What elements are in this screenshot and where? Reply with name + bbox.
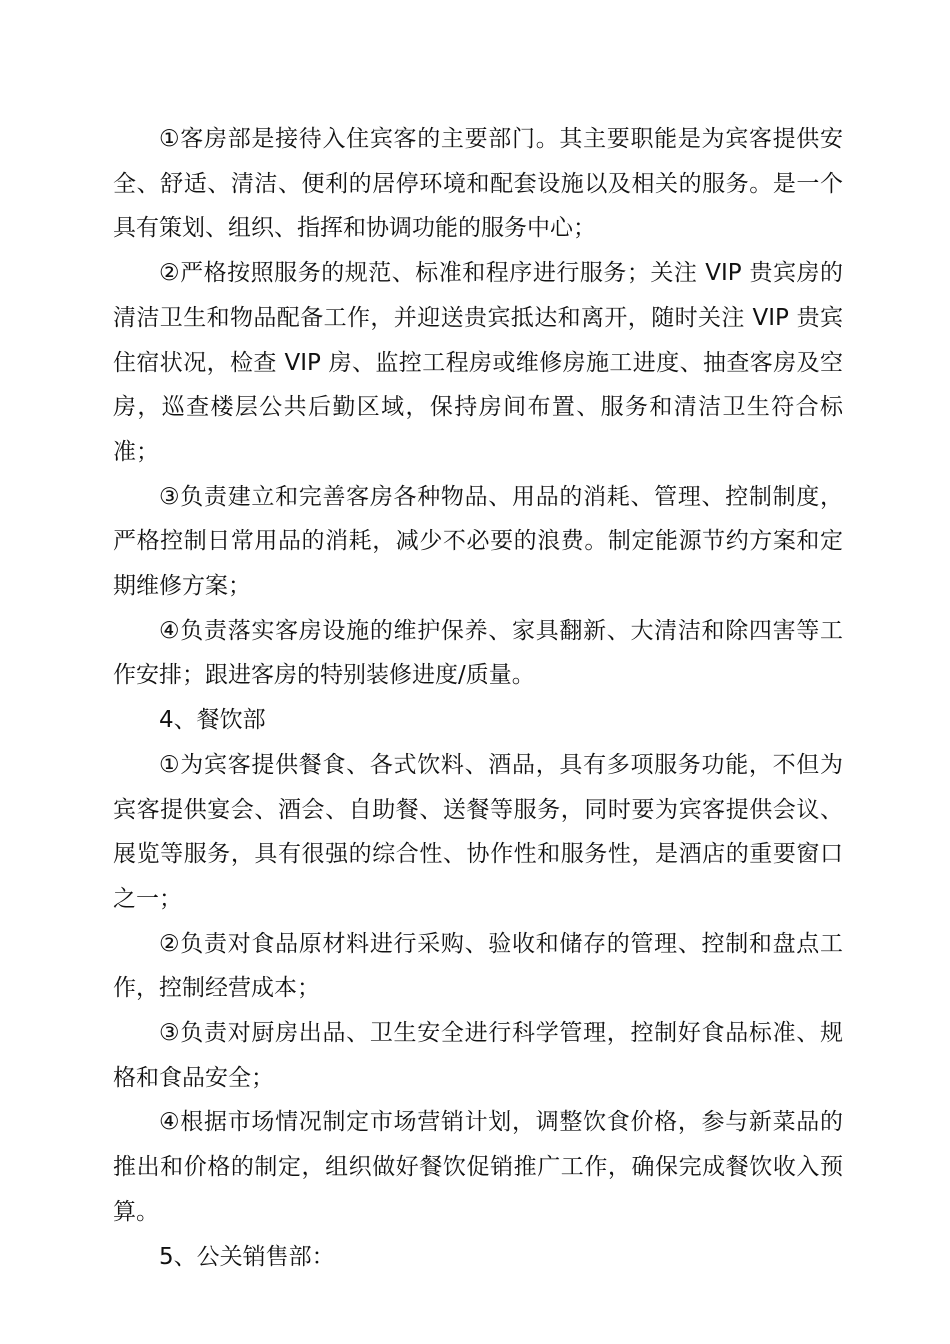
section-heading-food-beverage: 4、餐饮部 [159,707,266,734]
paragraph-housekeeping-supplies-control: ③负责建立和完善客房各种物品、用品的消耗、管理、控制制度，严格控制日常用品的消耗，减少不必要的浪费。制定能源节约方案和定期维修方案； [113,483,843,600]
paragraph-housekeeping-role: ①客房部是接待入住宾客的主要部门。其主要职能是为宾客提供安全、舒适、清洁、便利的居停环境和配套设施以及相关的服务。是一个具有策划、组织、指挥和协调功能的服务中心； [113,126,843,242]
paragraph-fb-procurement: ②负责对食品原材料进行采购、验收和储存的管理、控制和盘点工作，控制经营成本； [113,930,843,1002]
paragraph-housekeeping-maintenance: ④负责落实客房设施的维护保养、家具翻新、大清洁和除四害等工作安排；跟进客房的特别装修进度/质量。 [113,617,843,689]
paragraph-fb-marketing: ④根据市场情况制定市场营销计划，调整饮食价格，参与新菜品的推出和价格的制定，组织做好餐饮促销推广工作，确保完成餐饮收入预算。 [113,1109,843,1225]
paragraph-fb-role: ①为宾客提供餐食、各式饮料、酒品，具有多项服务功能，不但为宾客提供宴会、酒会、自助餐、送餐等服务，同时要为宾客提供会议、展览等服务，具有很强的综合性、协作性和服务性，是酒店的重要窗口之一； [113,751,843,912]
document-body [113,117,843,1279]
paragraph-housekeeping-service-standards: ②严格按照服务的规范、标准和程序进行服务；关注 VIP 贵宾房的清洁卫生和物品配备工作，并迎送贵宾抵达和离开，随时关注 VIP 贵宾住宿状况，检查 VIP 房、监控工程房或维修房施工进度、抽查客房及空房，巡查楼层公共后勤区域，保持房间布置、服务和清洁卫生符合标准； [113,260,843,465]
paragraph-fb-kitchen-safety: ③负责对厨房出品、卫生安全进行科学管理，控制好食品标准、规格和食品安全； [113,1020,843,1091]
section-heading-pr-sales: 5、公关销售部： [159,1243,335,1270]
